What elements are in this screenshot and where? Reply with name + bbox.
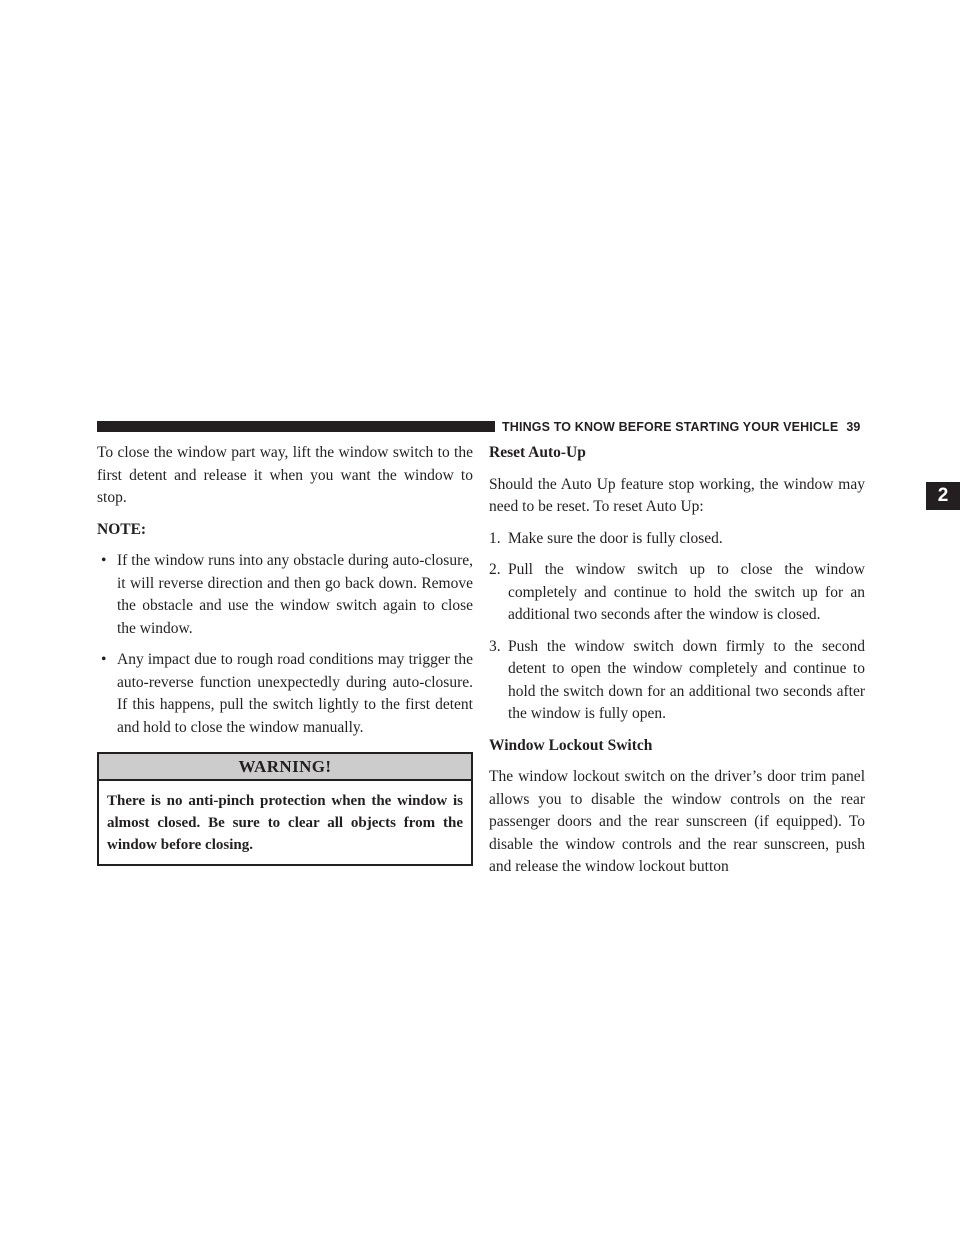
step-number: 3. <box>489 637 501 655</box>
bullet-icon: • <box>101 552 107 569</box>
intro-paragraph: To close the window part way, lift the window switch to the first detent and release it when you want the window to stop. <box>97 444 473 506</box>
step-text: Make sure the door is fully closed. <box>508 529 723 547</box>
header-rule <box>97 421 495 432</box>
bullet-item <box>97 649 473 739</box>
step-text: Push the window switch down firmly to the second detent to open the window completely and continue to hold the switch down for an additional two seconds after the window is fully open. <box>508 637 865 722</box>
warning-body: There is no anti-pinch protection when the window is almost closed. Be sure to clear all objects from the window before closing. <box>107 793 463 853</box>
step-number: 1. <box>489 529 501 547</box>
bullet-text: If the window runs into any obstacle during auto-closure, it will reverse direction and then go back down. Remove the obstacle and use the window switch again to close the window. <box>117 552 473 637</box>
reset-auto-up-heading: Reset Auto-Up <box>489 444 586 461</box>
right-column <box>489 442 865 879</box>
window-lockout-heading: Window Lockout Switch <box>489 736 653 754</box>
step-item <box>489 528 865 551</box>
step-number: 2. <box>489 561 501 578</box>
running-header <box>502 418 861 436</box>
warning-box <box>97 752 473 866</box>
bullet-text: Any impact due to rough road conditions may trigger the auto-reverse function unexpectedly during auto-closure. If this happens, pull the switch lightly to the first detent and hold to close the window manually. <box>117 651 473 736</box>
bullet-icon: • <box>101 651 107 668</box>
warning-title: WARNING! <box>99 754 471 781</box>
note-label: NOTE: <box>97 520 147 538</box>
left-column <box>97 442 473 866</box>
step-text: Pull the window switch up to close the window completely and continue to hold the switch up for an additional two seconds after the window is closed. <box>508 561 865 623</box>
reset-intro: Should the Auto Up feature stop working, the window may need to be reset. To reset Auto Up: <box>489 475 865 515</box>
page-number: 39 <box>846 420 861 434</box>
step-item <box>489 559 865 627</box>
section-title: THINGS TO KNOW BEFORE STARTING YOUR VEHICLE <box>502 420 839 434</box>
lockout-paragraph: The window lockout switch on the driver’s door trim panel allows you to disable the window controls on the rear passenger doors and the rear sunscreen (if equipped). To disable the window controls and the rear sunscreen, push and release the window lockout button <box>489 768 865 875</box>
bullet-item <box>97 550 473 640</box>
chapter-tab: 2 <box>926 482 960 510</box>
step-item <box>489 636 865 726</box>
